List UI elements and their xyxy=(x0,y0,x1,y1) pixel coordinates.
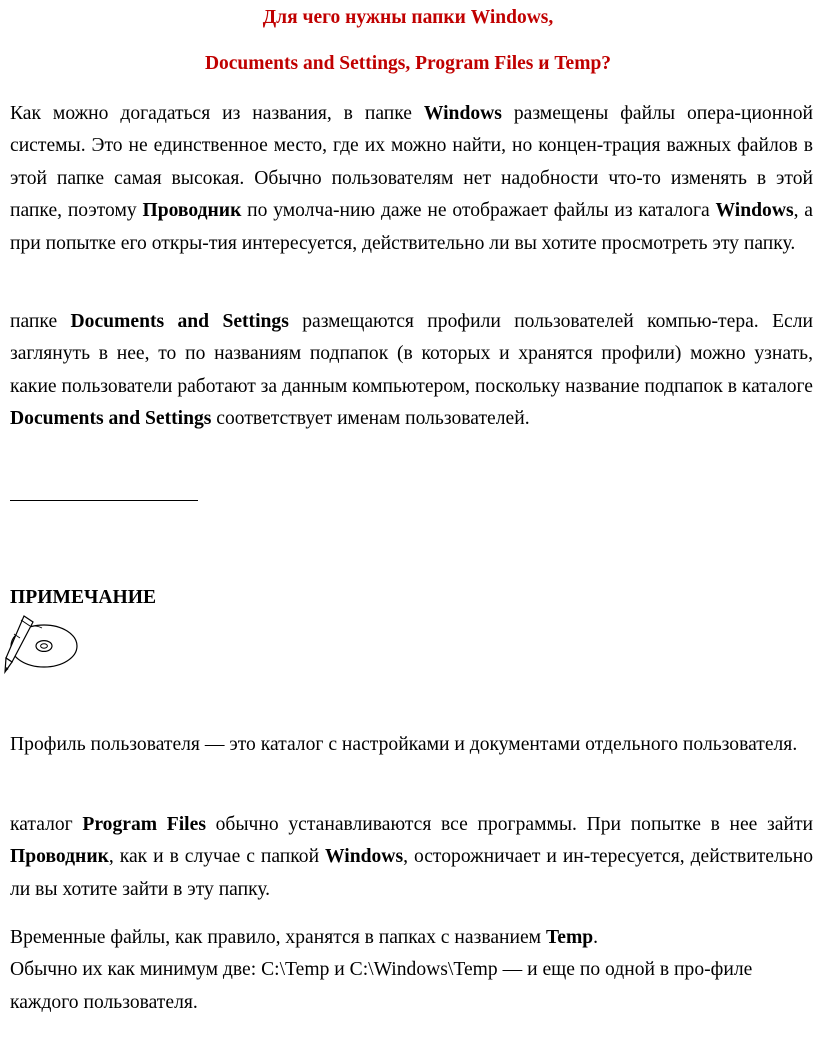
bold-term-windows: Windows xyxy=(715,200,794,222)
text-run: , осторожничает и ин-тересуется, действительно ли вы хотите зайти в эту папку. xyxy=(10,846,813,900)
bold-term-explorer: Проводник xyxy=(10,846,109,868)
text-run: , как и в случае с папкой xyxy=(108,846,326,868)
paragraph-windows-folder xyxy=(10,98,813,260)
bold-term-windows: Windows xyxy=(423,103,502,124)
pencil-and-disc-icon xyxy=(4,612,80,678)
bold-term-documents-and-settings: Documents and Settings xyxy=(10,408,212,430)
text-run: Обычно их как минимум две: C:\Temp и C:\Windows\Temp — и еще по одной в про-филе каждого пользователя. xyxy=(10,959,753,1013)
bold-term-documents-and-settings: Documents and Settings xyxy=(70,311,289,332)
text-run: размещены файлы опера-ционной системы. Это не единственное место, где их можно найти, но концен-трация важных файлов в этой папке самая высокая. Обычно пользователям нет надобности что-то изменять в этой папке, поэтому xyxy=(10,103,813,222)
separator-line xyxy=(10,500,198,501)
bold-term-explorer: Проводник xyxy=(142,200,242,222)
title-line-2: Documents and Settings, Program Files и Temp? xyxy=(204,53,612,74)
text-run: размещаются профили пользователей компью-тера. Если заглянуть в нее, то по названиям подпапок (в которых и хранятся профили) можно узнать, какие пользователи работают за данным компьютером, поскольку название подпапок в каталоге xyxy=(10,311,813,397)
text-run: обычно устанавливаются все программы. При попытке в нее зайти xyxy=(205,814,814,835)
paragraph-program-files xyxy=(10,809,813,906)
paragraph-temp-folders xyxy=(10,922,813,1019)
title-line-1: Для чего нужны папки Windows, xyxy=(262,7,554,28)
text-run: Временные файлы, как правило, хранятся в папках с названием xyxy=(10,927,546,948)
bold-term-windows: Windows xyxy=(325,846,404,868)
text-run: Как можно догадаться из названия, в папке xyxy=(10,103,424,124)
note-heading: ПРИМЕЧАНИЕ xyxy=(10,587,157,608)
note-text: Профиль пользователя — это каталог с настройками и документами отдельного пользователя. xyxy=(10,734,798,755)
text-run: папке xyxy=(10,311,71,332)
text-run: соответствует именам пользователей. xyxy=(211,408,530,430)
text-run: . xyxy=(593,927,599,948)
text-run: , а при попытке его откры-тия интересуется, действительно ли вы хотите просмотреть эту папку. xyxy=(10,200,813,254)
bold-term-temp: Temp xyxy=(545,927,594,948)
text-run: каталог xyxy=(10,814,83,835)
text-run: по умолча-нию даже не отображает файлы из каталога xyxy=(241,200,716,222)
bold-term-program-files: Program Files xyxy=(82,814,206,835)
paragraph-documents-and-settings xyxy=(10,306,813,436)
